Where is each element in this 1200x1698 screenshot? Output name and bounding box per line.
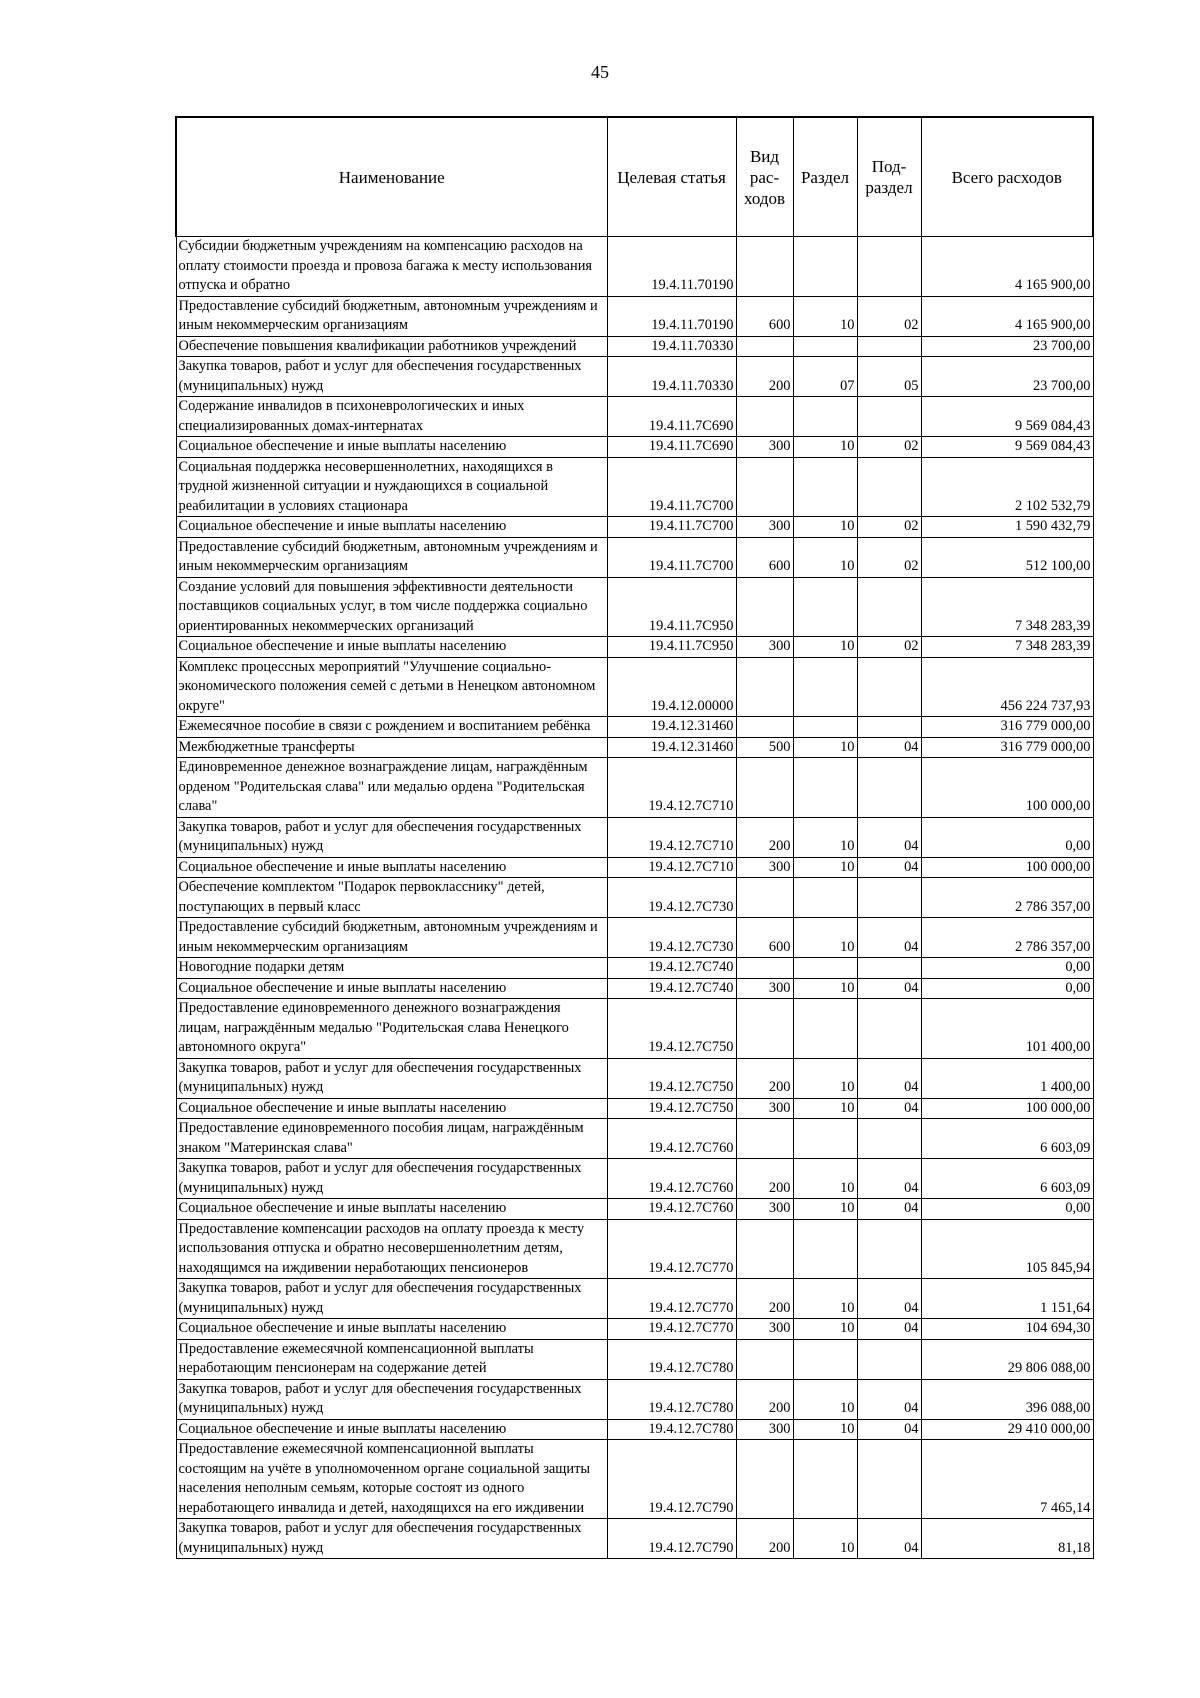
row-expense-type: 200 [736, 1279, 793, 1319]
table-row [176, 1379, 1093, 1419]
row-name: Закупка товаров, работ и услуг для обеспечения государственных (муниципальных) нужд [176, 1058, 607, 1098]
row-name: Предоставление субсидий бюджетным, автономным учреждениям и иным некоммерческим организациям [176, 918, 607, 958]
row-expense-type [736, 1219, 793, 1279]
row-expense-type: 300 [736, 1199, 793, 1220]
table-row [176, 397, 1093, 437]
row-section: 10 [793, 817, 857, 857]
table-row [176, 958, 1093, 979]
table-row [176, 1519, 1093, 1559]
row-total: 1 400,00 [921, 1058, 1093, 1098]
row-subsection: 04 [857, 857, 921, 878]
row-subsection [857, 878, 921, 918]
header-expense-type [736, 117, 793, 237]
row-total: 7 465,14 [921, 1440, 1093, 1519]
row-total: 81,18 [921, 1519, 1093, 1559]
row-target-article: 19.4.12.00000 [607, 657, 736, 717]
row-name: Закупка товаров, работ и услуг для обеспечения государственных (муниципальных) нужд [176, 1159, 607, 1199]
row-name: Закупка товаров, работ и услуг для обеспечения государственных (муниципальных) нужд [176, 1519, 607, 1559]
row-section: 10 [793, 1058, 857, 1098]
row-total: 2 786 357,00 [921, 878, 1093, 918]
row-name: Социальное обеспечение и иные выплаты населению [176, 1419, 607, 1440]
row-total: 1 151,64 [921, 1279, 1093, 1319]
row-total: 100 000,00 [921, 1098, 1093, 1119]
row-target-article: 19.4.11.70190 [607, 296, 736, 336]
row-target-article: 19.4.11.7С700 [607, 517, 736, 538]
row-expense-type: 600 [736, 537, 793, 577]
table-row [176, 1199, 1093, 1220]
row-target-article: 19.4.12.7С750 [607, 1098, 736, 1119]
row-name: Обеспечение повышения квалификации работников учреждений [176, 336, 607, 357]
row-subsection [857, 457, 921, 517]
row-name: Межбюджетные трансферты [176, 737, 607, 758]
row-target-article: 19.4.12.7С780 [607, 1379, 736, 1419]
row-subsection: 04 [857, 978, 921, 999]
row-target-article: 19.4.12.7С760 [607, 1199, 736, 1220]
table-row [176, 1098, 1093, 1119]
table-row [176, 1339, 1093, 1379]
row-name: Закупка товаров, работ и услуг для обеспечения государственных (муниципальных) нужд [176, 357, 607, 397]
table-row [176, 1058, 1093, 1098]
row-section: 10 [793, 978, 857, 999]
row-total: 101 400,00 [921, 999, 1093, 1059]
row-subsection [857, 1440, 921, 1519]
row-section: 10 [793, 1419, 857, 1440]
row-subsection: 04 [857, 1159, 921, 1199]
row-name: Социальное обеспечение и иные выплаты населению [176, 1319, 607, 1340]
table-row [176, 1219, 1093, 1279]
row-target-article: 19.4.12.7С730 [607, 918, 736, 958]
row-section: 10 [793, 737, 857, 758]
row-subsection: 04 [857, 817, 921, 857]
row-name: Создание условий для повышения эффективности деятельности поставщиков социальных услуг, в том числе поддержка социально ориентированных некоммерческих организаций [176, 577, 607, 637]
table-row [176, 336, 1093, 357]
table-row [176, 1319, 1093, 1340]
row-total: 9 569 084,43 [921, 397, 1093, 437]
row-total: 6 603,09 [921, 1159, 1093, 1199]
row-section [793, 758, 857, 818]
row-total: 2 786 357,00 [921, 918, 1093, 958]
row-total: 396 088,00 [921, 1379, 1093, 1419]
row-name: Предоставление субсидий бюджетным, автономным учреждениям и иным некоммерческим организациям [176, 296, 607, 336]
row-expense-type [736, 577, 793, 637]
row-total: 100 000,00 [921, 857, 1093, 878]
table-row [176, 577, 1093, 637]
row-target-article: 19.4.11.7С700 [607, 537, 736, 577]
header-subsection [857, 117, 921, 237]
row-subsection: 04 [857, 1379, 921, 1419]
row-expense-type: 200 [736, 1379, 793, 1419]
row-expense-type: 600 [736, 296, 793, 336]
row-target-article: 19.4.12.7С770 [607, 1279, 736, 1319]
row-expense-type [736, 717, 793, 738]
row-name: Предоставление единовременного денежного вознаграждения лицам, награждённым медалью "Родительская слава Ненецкого автономного округа" [176, 999, 607, 1059]
row-section: 10 [793, 1159, 857, 1199]
table-row [176, 1279, 1093, 1319]
row-expense-type: 300 [736, 978, 793, 999]
row-expense-type [736, 1119, 793, 1159]
row-expense-type: 300 [736, 517, 793, 538]
row-section [793, 657, 857, 717]
row-total: 1 590 432,79 [921, 517, 1093, 538]
row-expense-type: 300 [736, 437, 793, 458]
budget-table [175, 116, 1094, 1559]
table-row [176, 657, 1093, 717]
row-target-article: 19.4.12.7С750 [607, 1058, 736, 1098]
row-section: 10 [793, 1519, 857, 1559]
row-expense-type: 200 [736, 1058, 793, 1098]
row-name: Социальная поддержка несовершеннолетних, находящихся в трудной жизненной ситуации и нуждающихся в социальной реабилитации в условиях стационара [176, 457, 607, 517]
header-target-article: Целевая статья [607, 117, 736, 237]
row-target-article: 19.4.11.70330 [607, 357, 736, 397]
row-subsection [857, 1119, 921, 1159]
row-total: 456 224 737,93 [921, 657, 1093, 717]
table-row [176, 717, 1093, 738]
table-row [176, 978, 1093, 999]
row-target-article: 19.4.11.7С690 [607, 437, 736, 458]
header-subsection-line2: раздел [865, 178, 913, 197]
row-target-article: 19.4.12.7С760 [607, 1159, 736, 1199]
row-target-article: 19.4.12.7С740 [607, 958, 736, 979]
row-target-article: 19.4.12.7С790 [607, 1440, 736, 1519]
table-row [176, 1159, 1093, 1199]
row-subsection: 02 [857, 517, 921, 538]
row-total: 2 102 532,79 [921, 457, 1093, 517]
row-section: 10 [793, 1098, 857, 1119]
table-row [176, 878, 1093, 918]
row-expense-type [736, 878, 793, 918]
header-total: Всего расходов [921, 117, 1093, 237]
row-total: 316 779 000,00 [921, 717, 1093, 738]
row-total: 4 165 900,00 [921, 296, 1093, 336]
row-expense-type: 600 [736, 918, 793, 958]
row-subsection [857, 657, 921, 717]
table-row [176, 1119, 1093, 1159]
row-target-article: 19.4.12.7С770 [607, 1219, 736, 1279]
row-target-article: 19.4.12.31460 [607, 717, 736, 738]
row-section: 10 [793, 857, 857, 878]
row-expense-type [736, 336, 793, 357]
row-subsection [857, 577, 921, 637]
row-section [793, 457, 857, 517]
row-target-article: 19.4.11.7С950 [607, 577, 736, 637]
table-row [176, 237, 1093, 297]
row-expense-type [736, 1440, 793, 1519]
row-total: 23 700,00 [921, 336, 1093, 357]
row-name: Социальное обеспечение и иные выплаты населению [176, 637, 607, 658]
row-subsection: 04 [857, 737, 921, 758]
row-subsection: 04 [857, 1419, 921, 1440]
row-subsection [857, 1219, 921, 1279]
row-expense-type [736, 237, 793, 297]
row-total: 7 348 283,39 [921, 637, 1093, 658]
row-section: 10 [793, 637, 857, 658]
row-subsection [857, 1339, 921, 1379]
row-target-article: 19.4.12.7С710 [607, 758, 736, 818]
page-number: 45 [591, 62, 609, 82]
row-subsection [857, 758, 921, 818]
row-section: 10 [793, 537, 857, 577]
row-name: Социальное обеспечение и иные выплаты населению [176, 517, 607, 538]
row-total: 105 845,94 [921, 1219, 1093, 1279]
table-row [176, 296, 1093, 336]
row-target-article: 19.4.12.7С710 [607, 857, 736, 878]
row-name: Новогодние подарки детям [176, 958, 607, 979]
row-name: Социальное обеспечение и иные выплаты населению [176, 1098, 607, 1119]
row-section [793, 397, 857, 437]
row-expense-type [736, 457, 793, 517]
table-row [176, 1440, 1093, 1519]
row-name: Обеспечение комплектом "Подарок первокласснику" детей, поступающих в первый класс [176, 878, 607, 918]
row-section [793, 1219, 857, 1279]
row-target-article: 19.4.12.7С740 [607, 978, 736, 999]
row-expense-type: 200 [736, 1519, 793, 1559]
row-name: Социальное обеспечение и иные выплаты населению [176, 1199, 607, 1220]
row-section [793, 1440, 857, 1519]
row-target-article: 19.4.12.31460 [607, 737, 736, 758]
row-subsection [857, 397, 921, 437]
table-body [176, 237, 1093, 1559]
row-name: Предоставление единовременного пособия лицам, награждённым знаком "Материнская слава" [176, 1119, 607, 1159]
row-subsection: 02 [857, 537, 921, 577]
header-expense-type-line3: ходов [743, 188, 786, 208]
row-name: Закупка товаров, работ и услуг для обеспечения государственных (муниципальных) нужд [176, 1279, 607, 1319]
row-total: 0,00 [921, 817, 1093, 857]
row-total: 23 700,00 [921, 357, 1093, 397]
row-total: 4 165 900,00 [921, 237, 1093, 297]
table-row [176, 437, 1093, 458]
row-name: Субсидии бюджетным учреждениям на компенсацию расходов на оплату стоимости проезда и провоза багажа к месту использования отпуска и обратно [176, 237, 607, 297]
row-target-article: 19.4.11.7С690 [607, 397, 736, 437]
row-total: 104 694,30 [921, 1319, 1093, 1340]
header-expense-type-line2: рас- [749, 167, 780, 187]
table-row [176, 537, 1093, 577]
row-expense-type: 300 [736, 637, 793, 658]
row-total: 9 569 084,43 [921, 437, 1093, 458]
row-name: Социальное обеспечение и иные выплаты населению [176, 437, 607, 458]
table-row [176, 758, 1093, 818]
row-section: 10 [793, 296, 857, 336]
row-section: 10 [793, 1279, 857, 1319]
row-target-article: 19.4.12.7С770 [607, 1319, 736, 1340]
row-section: 10 [793, 517, 857, 538]
row-target-article: 19.4.12.7С750 [607, 999, 736, 1059]
row-subsection: 04 [857, 1058, 921, 1098]
row-total: 512 100,00 [921, 537, 1093, 577]
row-name: Предоставление ежемесячной компенсационной выплаты состоящим на учёте в уполномоченном органе социальной защиты населения неполным семьям, которые состоят из одного неработающего инвалида и детей, находящихся на его иждивении [176, 1440, 607, 1519]
row-section: 10 [793, 1199, 857, 1220]
row-expense-type: 200 [736, 817, 793, 857]
row-total: 0,00 [921, 1199, 1093, 1220]
row-target-article: 19.4.11.7С950 [607, 637, 736, 658]
row-subsection: 02 [857, 437, 921, 458]
row-name: Ежемесячное пособие в связи с рождением и воспитанием ребёнка [176, 717, 607, 738]
row-section: 10 [793, 1379, 857, 1419]
row-subsection: 04 [857, 1319, 921, 1340]
row-subsection: 04 [857, 1199, 921, 1220]
table-row [176, 737, 1093, 758]
row-expense-type: 300 [736, 1419, 793, 1440]
row-expense-type [736, 758, 793, 818]
table-row [176, 1419, 1093, 1440]
row-expense-type: 200 [736, 357, 793, 397]
row-expense-type [736, 999, 793, 1059]
row-target-article: 19.4.12.7С710 [607, 817, 736, 857]
table-row [176, 357, 1093, 397]
row-name: Предоставление субсидий бюджетным, автономным учреждениям и иным некоммерческим организациям [176, 537, 607, 577]
row-subsection [857, 958, 921, 979]
row-subsection: 05 [857, 357, 921, 397]
row-target-article: 19.4.12.7С730 [607, 878, 736, 918]
row-target-article: 19.4.11.7С700 [607, 457, 736, 517]
row-total: 0,00 [921, 958, 1093, 979]
row-target-article: 19.4.12.7С760 [607, 1119, 736, 1159]
row-target-article: 19.4.12.7С780 [607, 1339, 736, 1379]
row-total: 0,00 [921, 978, 1093, 999]
row-name: Предоставление ежемесячной компенсационной выплаты неработающим пенсионерам на содержание детей [176, 1339, 607, 1379]
row-name: Социальное обеспечение и иные выплаты населению [176, 857, 607, 878]
table-row [176, 999, 1093, 1059]
row-name: Единовременное денежное вознаграждение лицам, награждённым орденом "Родительская слава" или медалью ордена "Родительская слава" [176, 758, 607, 818]
row-section [793, 717, 857, 738]
row-section: 10 [793, 1319, 857, 1340]
row-total: 29 410 000,00 [921, 1419, 1093, 1440]
row-expense-type [736, 397, 793, 437]
row-section [793, 958, 857, 979]
row-expense-type: 200 [736, 1159, 793, 1199]
row-name: Социальное обеспечение и иные выплаты населению [176, 978, 607, 999]
row-expense-type [736, 657, 793, 717]
row-name: Комплекс процессных мероприятий "Улучшение социально-экономического положения семей с детьми в Ненецком автономном округе" [176, 657, 607, 717]
row-name: Содержание инвалидов в психоневрологических и иных специализированных домах-интернатах [176, 397, 607, 437]
row-name: Предоставление компенсации расходов на оплату проезда к месту использования отпуска и обратно несовершеннолетним детям, находящимся на иждивении неработающих пенсионеров [176, 1219, 607, 1279]
header-name: Наименование [176, 117, 607, 237]
row-subsection: 02 [857, 296, 921, 336]
row-section: 10 [793, 918, 857, 958]
row-total: 29 806 088,00 [921, 1339, 1093, 1379]
row-expense-type [736, 1339, 793, 1379]
row-section [793, 1119, 857, 1159]
row-name: Закупка товаров, работ и услуг для обеспечения государственных (муниципальных) нужд [176, 1379, 607, 1419]
row-target-article: 19.4.11.70190 [607, 237, 736, 297]
row-name: Закупка товаров, работ и услуг для обеспечения государственных (муниципальных) нужд [176, 817, 607, 857]
row-target-article: 19.4.12.7С780 [607, 1419, 736, 1440]
row-section: 07 [793, 357, 857, 397]
row-subsection [857, 336, 921, 357]
table-row [176, 457, 1093, 517]
row-section [793, 1339, 857, 1379]
row-target-article: 19.4.12.7С790 [607, 1519, 736, 1559]
table-row [176, 817, 1093, 857]
row-subsection [857, 999, 921, 1059]
row-subsection: 02 [857, 637, 921, 658]
row-total: 100 000,00 [921, 758, 1093, 818]
row-subsection: 04 [857, 918, 921, 958]
row-section: 10 [793, 437, 857, 458]
row-subsection: 04 [857, 1098, 921, 1119]
row-expense-type: 500 [736, 737, 793, 758]
row-subsection [857, 717, 921, 738]
row-subsection [857, 237, 921, 297]
row-section [793, 999, 857, 1059]
row-expense-type: 300 [736, 1319, 793, 1340]
table-row [176, 517, 1093, 538]
table-row [176, 857, 1093, 878]
row-total: 6 603,09 [921, 1119, 1093, 1159]
row-target-article: 19.4.11.70330 [607, 336, 736, 357]
row-total: 316 779 000,00 [921, 737, 1093, 758]
table-row [176, 918, 1093, 958]
row-section [793, 237, 857, 297]
header-subsection-line1: Под- [871, 157, 907, 176]
row-section [793, 336, 857, 357]
row-subsection: 04 [857, 1519, 921, 1559]
row-section [793, 577, 857, 637]
table-row [176, 637, 1093, 658]
row-expense-type [736, 958, 793, 979]
row-subsection: 04 [857, 1279, 921, 1319]
header-section: Раздел [793, 117, 857, 237]
header-expense-type-line1: Вид [749, 146, 780, 166]
row-section [793, 878, 857, 918]
row-expense-type: 300 [736, 1098, 793, 1119]
row-expense-type: 300 [736, 857, 793, 878]
row-total: 7 348 283,39 [921, 577, 1093, 637]
table-header [176, 117, 1093, 237]
